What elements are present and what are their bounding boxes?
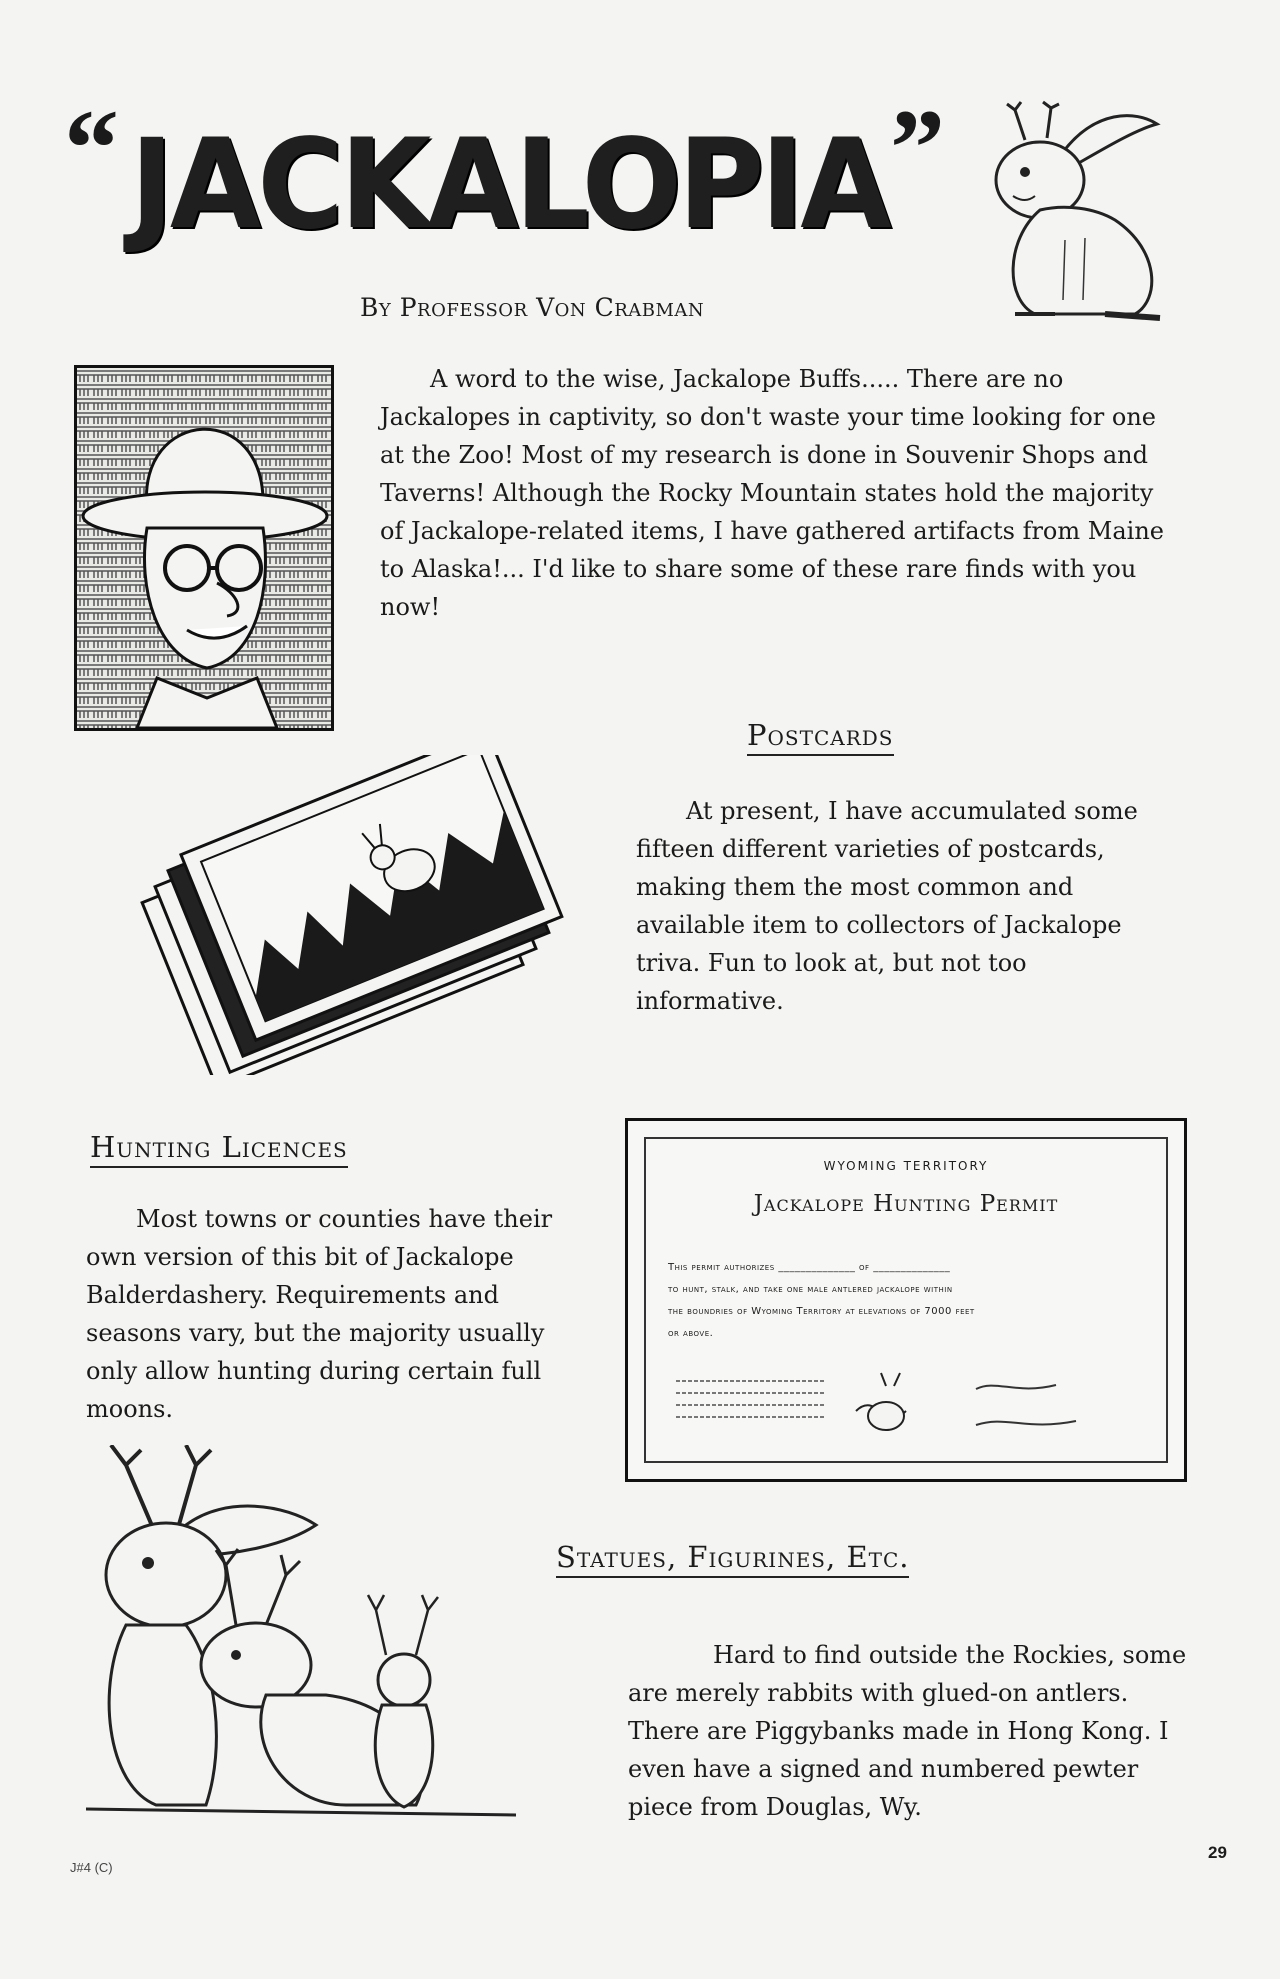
permit-title: Jackalope Hunting Permit (753, 1191, 1059, 1217)
heading-statues: Statues, Figurines, Etc. (556, 1540, 909, 1578)
jackalope-sitting-illustration (985, 100, 1165, 325)
permit-line-3: the boundries of Wyoming Territory at elevations of 7000 feet (668, 1306, 975, 1317)
heading-postcards: Postcards (747, 718, 894, 756)
print-code: J#4 (C) (70, 1860, 113, 1875)
byline: By Professor Von Crabman (360, 293, 705, 322)
hunting-permit-image (625, 1118, 1187, 1482)
page-number: 29 (1208, 1843, 1227, 1862)
hunting-paragraph: Most towns or counties have their own version of this bit of Jackalope Balderdashery. Requirements and seasons vary, but the majority usually only allow hunting during certain full moons. (86, 1205, 553, 1423)
jackalope-figurines-illustration (86, 1445, 526, 1830)
postcards-paragraph: At present, I have accumulated some fifteen different varieties of postcards, making them the most common and available item to collectors of Jackalope triva. Fun to look at, but not too informative. (636, 797, 1138, 1015)
permit-line-4: or above. (668, 1328, 714, 1339)
permit-border (644, 1137, 1168, 1463)
title-close-quote: ” (890, 87, 945, 209)
title-open-quote: “ (64, 87, 119, 209)
permit-line-1: This permit authorizes ______________ of ______________ (668, 1262, 951, 1273)
professor-portrait-drawing (77, 368, 331, 728)
permit-fineprint-and-signatures (676, 1371, 1166, 1451)
heading-hunting-licences: Hunting Licences (90, 1130, 348, 1168)
page-title: JACKALOPIA (130, 111, 888, 257)
professor-portrait (74, 365, 334, 731)
permit-body (668, 1257, 1144, 1345)
permit-territory: WYOMING TERRITORY (823, 1159, 989, 1173)
postcards-illustration (122, 755, 582, 1075)
statues-paragraph: Hard to find outside the Rockies, some are merely rabbits with glued-on antlers. There are Piggybanks made in Hong Kong. I even have a signed and numbered pewter piece from Douglas, Wy. (628, 1641, 1187, 1821)
permit-line-2: to hunt, stalk, and take one male antlered jackalope within (668, 1284, 953, 1295)
title-block (64, 87, 950, 295)
intro-paragraph: A word to the wise, Jackalope Buffs..... There are no Jackalopes in captivity, so don't waste your time looking for one at the Zoo! Most of my research is done in Souvenir Shops and Taverns! Although the Rocky Mountain states hold the majority of Jackalope-related items, I have gathered artifacts from Maine to Alaska!... I'd like to share some of these rare finds with you now! (380, 365, 1164, 621)
